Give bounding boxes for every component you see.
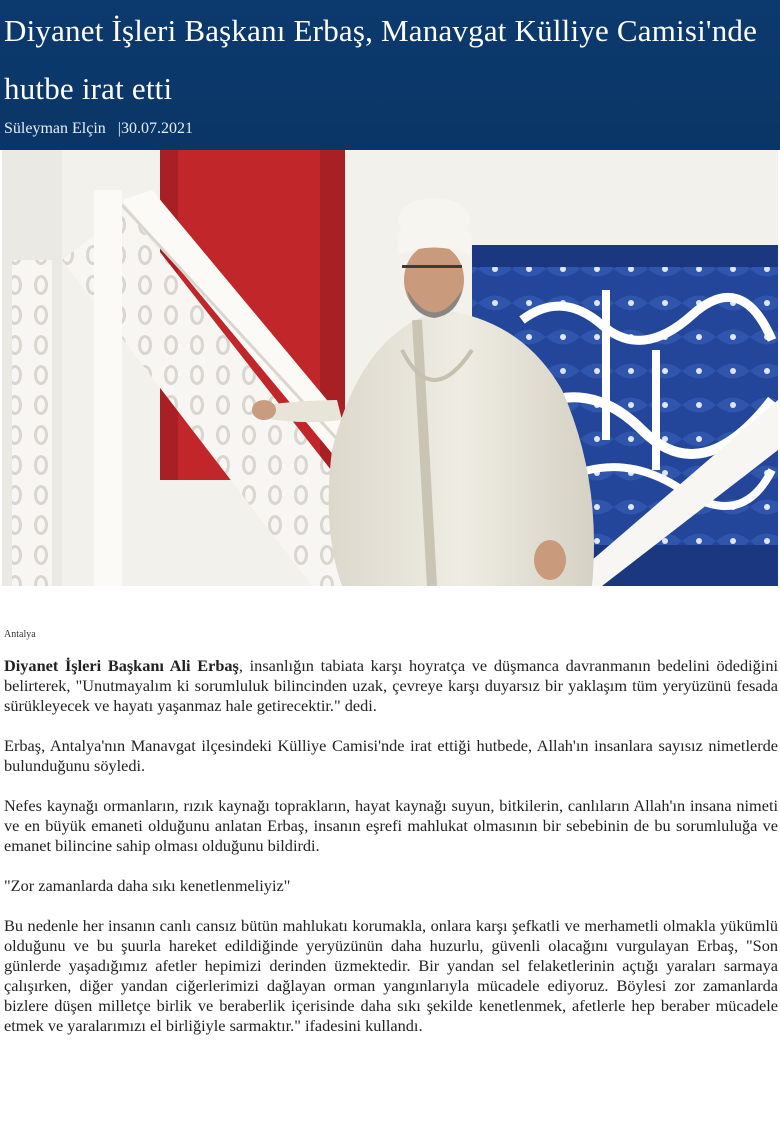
photo-illustration (2, 150, 778, 586)
article-header (0, 0, 780, 150)
article-lead-paragraph (4, 656, 778, 716)
article-paragraph: Bu nedenle her insanın canlı cansız bütün mahlukatı korumakla, onlara karşı şefkatli ve merhametli olmakla yükümlü olduğunu ve bu şuurla hareket edildiğinde yeryüzünün daha huzurlu, güvenli olacağını vurgulayan Erbaş, "Son günlerde yaşadığımız afetler hepimizi derinden üzmektedir. Bir yandan sel felaketlerinin açtığı yaraları sarmaya çalışırken, diğer yandan ciğerlerimizi dağlayan orman yangınlarıyla mücadele ediyoruz. Böylesi zor zamanlarda bizlere düşen milletçe birlik ve beraberlik içerisinde daha sıkı şekilde kenetlenmek, afetlerle hep beraber mücadele etmek ve yaralarımızı el birliğiyle sarmaktır." ifadesini kullandı. (4, 916, 778, 1035)
article-photo (2, 150, 778, 586)
lead-person-name: Diyanet İşleri Başkanı Ali Erbaş (4, 656, 239, 675)
article-subheading: "Zor zamanlarda daha sıkı kenetlenmeliyiz" (4, 876, 291, 895)
byline (4, 120, 193, 138)
dateline-location: Antalya (4, 629, 36, 640)
lead-text: , insanlığın tabiata karşı hoyratça ve düşmanca davranmanın bedelini ödediğini belirterek, "Unutmayalım ki sorumluluk bilincinden uzak, çevreye karşı duyarsız bir yaklaşım tüm yeryüzünü fesada sürükleyecek ve hayatı yaşanmaz hale getirecektir." dedi. (4, 656, 778, 715)
article-paragraph: Nefes kaynağı ormanların, rızık kaynağı toprakların, hayat kaynağı suyun, bitkilerin, canlıların Allah'ın insana nimeti ve en büyük emaneti olduğunu anlatan Erbaş, insanın eşrefi mahlukat olmasının bir sebebinin de bu sorumluluğa ve emanet bilincine sahip olması olduğunu bildirdi. (4, 796, 778, 855)
article-title: Diyanet İşleri Başkanı Erbaş, Manavgat Külliye Camisi'nde hutbe irat etti (4, 13, 758, 106)
article-body (4, 656, 778, 1056)
author-name[interactable]: Süleyman Elçin (4, 120, 106, 137)
publish-date: |30.07.2021 (117, 120, 193, 137)
article-paragraph: Erbaş, Antalya'nın Manavgat ilçesindeki Külliye Camisi'nde irat ettiği hutbede, Allah'ın insanlara sayısız nimetlerde bulunduğunu söyledi. (4, 736, 778, 775)
